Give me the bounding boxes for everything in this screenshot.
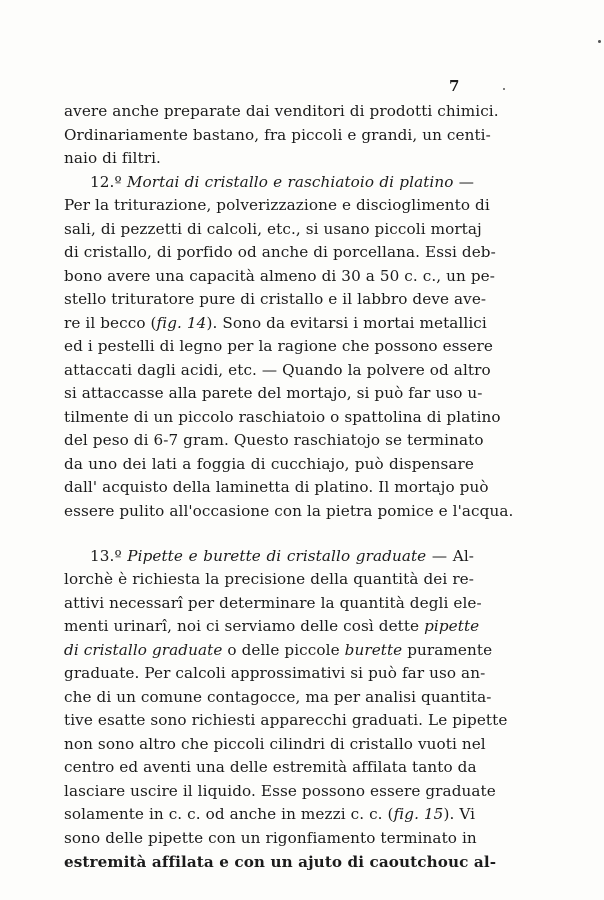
text-line: estremità affilata e con un ajuto di caoutchouc al- <box>64 853 497 871</box>
text-line: attivi necessarî per determinare la quantità degli ele- <box>64 594 482 612</box>
text-line: re il becco (fig. 14). Sono da evitarsi i mortai metallici <box>64 314 487 332</box>
text-line: Per la triturazione, polverizzazione e discioglimento di <box>64 196 490 214</box>
text-line: sono delle pipette con un rigonfiamento terminato in <box>64 829 477 847</box>
text-line: tilmente di un piccolo raschiatoio o spattolina di platino <box>64 408 501 426</box>
text-line: lasciare uscire il liquido. Esse possono essere graduate <box>64 782 496 800</box>
text-line: bono avere una capacità almeno di 30 a 50 c. c., un pe- <box>64 267 495 285</box>
text-line: graduate. Per calcoli approssimativi si può far uso an- <box>64 664 486 682</box>
text-line: si attaccasse alla parete del mortajo, si può far uso u- <box>64 384 483 402</box>
text-line: Ordinariamente bastano, fra piccoli e grandi, un centi- <box>64 126 491 144</box>
text-line: attaccati dagli acidi, etc. — Quando la polvere od altro <box>64 361 491 379</box>
text-line: centro ed aventi una delle estremità affilata tanto da <box>64 758 477 776</box>
text-line: dall' acquisto della laminetta di platino. Il mortajo può <box>64 478 489 496</box>
text-line: naio di filtri. <box>64 149 161 167</box>
scan-speck <box>503 88 505 90</box>
text-line: di cristallo graduate o delle piccole burette puramente <box>64 641 493 659</box>
text-line: ed i pestelli di legno per la ragione che possono essere <box>64 337 493 355</box>
text-line: menti urinarî, noi ci serviamo delle così dette pipette <box>64 617 480 635</box>
page-number: 7 <box>449 77 460 95</box>
section-13-heading: 13.º Pipette e burette di cristallo graduate — Al- <box>90 547 475 565</box>
text-line: non sono altro che piccoli cilindri di cristallo vuoti nel <box>64 735 486 753</box>
text-line: tive esatte sono richiesti apparecchi graduati. Le pipette <box>64 711 508 729</box>
text-line: sali, di pezzetti di calcoli, etc., si usano piccoli mortaj <box>64 220 482 238</box>
scan-speck <box>598 40 601 43</box>
text-line: solamente in c. c. od anche in mezzi c. c. (fig. 15). Vi <box>64 805 476 823</box>
text-line: essere pulito all'occasione con la pietra pomice e l'acqua. <box>64 502 514 520</box>
text-line: che di un comune contagocce, ma per analisi quantita- <box>64 688 492 706</box>
text-line: di cristallo, di porfido od anche di porcellana. Essi deb- <box>64 243 496 261</box>
text-line: da uno dei lati a foggia di cucchiajo, può dispensare <box>64 455 474 473</box>
text-line: lorchè è richiesta la precisione della quantità dei re- <box>64 570 474 588</box>
section-12-heading: 12.º Mortai di cristallo e raschiatoio di platino — <box>90 173 475 191</box>
text-line: del peso di 6-7 gram. Questo raschiatojo se terminato <box>64 431 484 449</box>
text-line: stello trituratore pure di cristallo e il labbro deve ave- <box>64 290 487 308</box>
text-line: avere anche preparate dai venditori di prodotti chimici. <box>64 102 499 120</box>
